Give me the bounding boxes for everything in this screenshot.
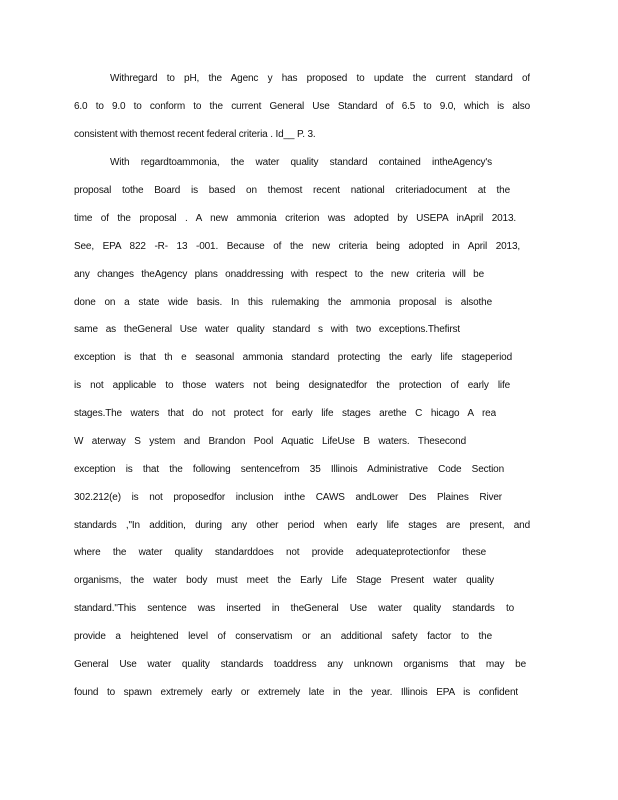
text-line: General Use water quality standards toaddress any unknown organisms that may be xyxy=(74,659,526,670)
text-line: found to spawn extremely early or extremely late in the year. Illinois EPA is confident xyxy=(74,687,518,698)
text-line: W aterway S ystem and Brandon Pool Aquatic LifeUse B waters. Thesecond xyxy=(74,436,466,447)
text-line: is not applicable to those waters not being designatedfor the protection of early life xyxy=(74,380,510,391)
text-line: With regardtoammonia, the water quality standard contained intheAgency's xyxy=(110,157,492,168)
text-line: proposal tothe Board is based on themost recent national criteriadocument at the xyxy=(74,185,510,196)
text-line: done on a state wide basis. In this rulemaking the ammonia proposal is alsothe xyxy=(74,297,492,308)
text-line: same as theGeneral Use water quality standard s with two exceptions.Thefirst xyxy=(74,324,460,335)
text-line: exception is that th e seasonal ammonia standard protecting the early life stageperiod xyxy=(74,352,512,363)
text-line: consistent with themost recent federal criteria . Id__ P. 3. xyxy=(74,129,316,140)
text-line: provide a heightened level of conservatism or an additional safety factor to the xyxy=(74,631,492,642)
text-line: 302.212(e) is not proposedfor inclusion inthe CAWS andLower Des Plaines River xyxy=(74,492,502,503)
text-line: where the water quality standarddoes not provide adequateprotectionfor these xyxy=(74,547,486,558)
text-line: any changes theAgency plans onaddressing with respect to the new criteria will be xyxy=(74,269,484,280)
text-line: time of the proposal . A new ammonia criterion was adopted by USEPA inApril 2013. xyxy=(74,213,516,224)
text-line: stages.The waters that do not protect for early life stages arethe C hicago A rea xyxy=(74,408,496,419)
text-line: organisms, the water body must meet the Early Life Stage Present water quality xyxy=(74,575,494,586)
text-line: standard."This sentence was inserted in theGeneral Use water quality standards to xyxy=(74,603,514,614)
text-line: exception is that the following sentencefrom 35 Illinois Administrative Code Section xyxy=(74,464,504,475)
text-line: See, EPA 822 -R- 13 -001. Because of the new criteria being adopted in April 2013, xyxy=(74,241,520,252)
text-line: Withregard to pH, the Agenc y has proposed to update the current standard of xyxy=(110,73,530,84)
text-line: 6.0 to 9.0 to conform to the current General Use Standard of 6.5 to 9.0, which is also xyxy=(74,101,530,112)
text-line: standards ,"In addition, during any other period when early life stages are present, and xyxy=(74,520,530,531)
